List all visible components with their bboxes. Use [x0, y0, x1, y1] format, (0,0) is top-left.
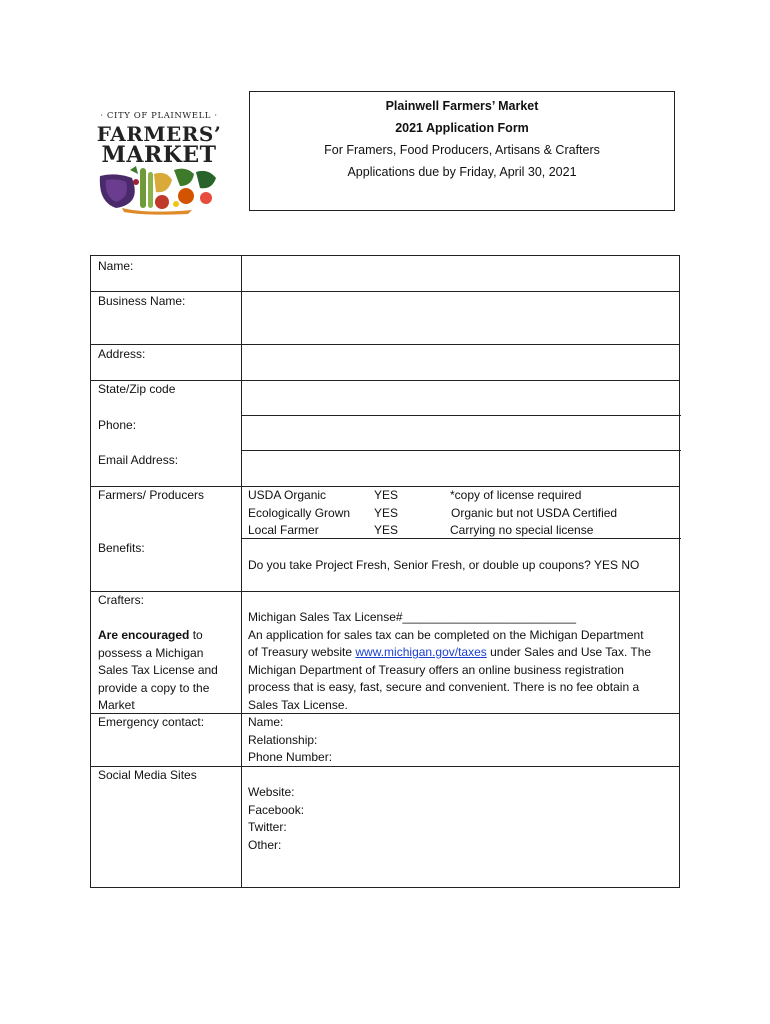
benefits-label: Benefits:	[98, 541, 145, 555]
local-farmer-note: Carrying no special license	[450, 523, 594, 537]
social-media-label: Social Media Sites	[98, 768, 197, 782]
row-divider	[241, 415, 681, 416]
usda-organic-yes[interactable]: YES	[374, 488, 399, 502]
form-title: Plainwell Farmers’ Market	[385, 99, 539, 113]
sales-tax-info-line: An application for sales tax can be completed on the Michigan Department	[248, 627, 644, 642]
row-divider	[241, 450, 681, 451]
email-address-label: Email Address:	[98, 453, 179, 467]
crafters-line: provide a copy to the	[98, 680, 210, 695]
ecologically-grown-label: Ecologically Grown	[248, 505, 351, 520]
sales-tax-website-text: of Treasury website	[248, 645, 356, 659]
crafters-line: Market	[98, 698, 135, 712]
website-field[interactable]: Website:	[248, 785, 295, 799]
column-divider	[241, 256, 242, 887]
sales-tax-info-line: Michigan Department of Treasury offers an online business registration	[248, 662, 624, 677]
crafters-line: possess a Michigan	[98, 645, 204, 660]
sales-tax-info-line: Sales Tax License.	[248, 697, 348, 712]
sales-tax-info-line: process that is easy, fast, secure and convenient. There is no fee obtain a	[248, 680, 640, 694]
form-due-date-line: Applications due by Friday, April 30, 2021	[347, 165, 577, 179]
application-form-table	[90, 255, 680, 888]
row-divider	[91, 344, 679, 345]
row-divider	[91, 380, 679, 381]
logo-city-text: · CITY OF PLAINWELL ·	[100, 111, 218, 121]
address-label: Address:	[98, 347, 146, 361]
row-divider	[91, 291, 679, 292]
name-label: Name:	[98, 259, 134, 273]
benefits-question: Do you take Project Fresh, Senior Fresh, or double up coupons? YES NO	[248, 558, 640, 572]
emergency-relationship-field[interactable]: Relationship:	[248, 732, 318, 747]
michigan-taxes-link[interactable]: www.michigan.gov/taxes	[355, 645, 487, 659]
farmers-market-logo	[92, 100, 226, 216]
phone-label: Phone:	[98, 418, 137, 432]
other-field[interactable]: Other:	[248, 837, 282, 852]
logo-market-text: MARKET	[101, 142, 217, 168]
vegetables-illustration-icon	[96, 164, 222, 216]
emergency-name-field[interactable]: Name:	[248, 715, 284, 729]
crafters-encouragement-text	[98, 627, 234, 645]
crafters-line: Sales Tax License and	[98, 663, 218, 677]
row-divider	[91, 591, 679, 592]
form-audience-line: For Framers, Food Producers, Artisans & Crafters	[324, 143, 600, 157]
state-zip-label: State/Zip code	[98, 382, 176, 396]
application-header-box	[249, 91, 675, 211]
logo-farmers-text: FARMERS’	[96, 122, 222, 146]
farmers-producers-label: Farmers/ Producers	[98, 488, 205, 502]
form-subtitle: 2021 Application Form	[395, 121, 529, 135]
twitter-field[interactable]: Twitter:	[248, 820, 287, 834]
ecologically-grown-yes[interactable]: YES	[374, 505, 399, 520]
local-farmer-label: Local Farmer	[248, 523, 319, 537]
sales-tax-info-line	[248, 644, 651, 662]
crafters-label: Crafters:	[98, 593, 145, 607]
emergency-contact-label: Emergency contact:	[98, 715, 205, 729]
sales-tax-license-line[interactable]: Michigan Sales Tax License#__________________________	[248, 610, 577, 624]
crafters-encouraged-to: to	[189, 628, 203, 642]
sales-tax-use-text: under Sales and Use Tax. The	[486, 645, 652, 659]
usda-organic-label: USDA Organic	[248, 488, 327, 502]
facebook-field[interactable]: Facebook:	[248, 802, 305, 817]
business-name-label: Business Name:	[98, 294, 186, 308]
emergency-phone-field[interactable]: Phone Number:	[248, 750, 333, 764]
local-farmer-yes[interactable]: YES	[374, 523, 399, 537]
ecologically-grown-note: Organic but not USDA Certified	[451, 505, 618, 520]
crafters-encouraged-bold: Are encouraged	[98, 628, 190, 642]
usda-organic-note: *copy of license required	[450, 488, 582, 502]
